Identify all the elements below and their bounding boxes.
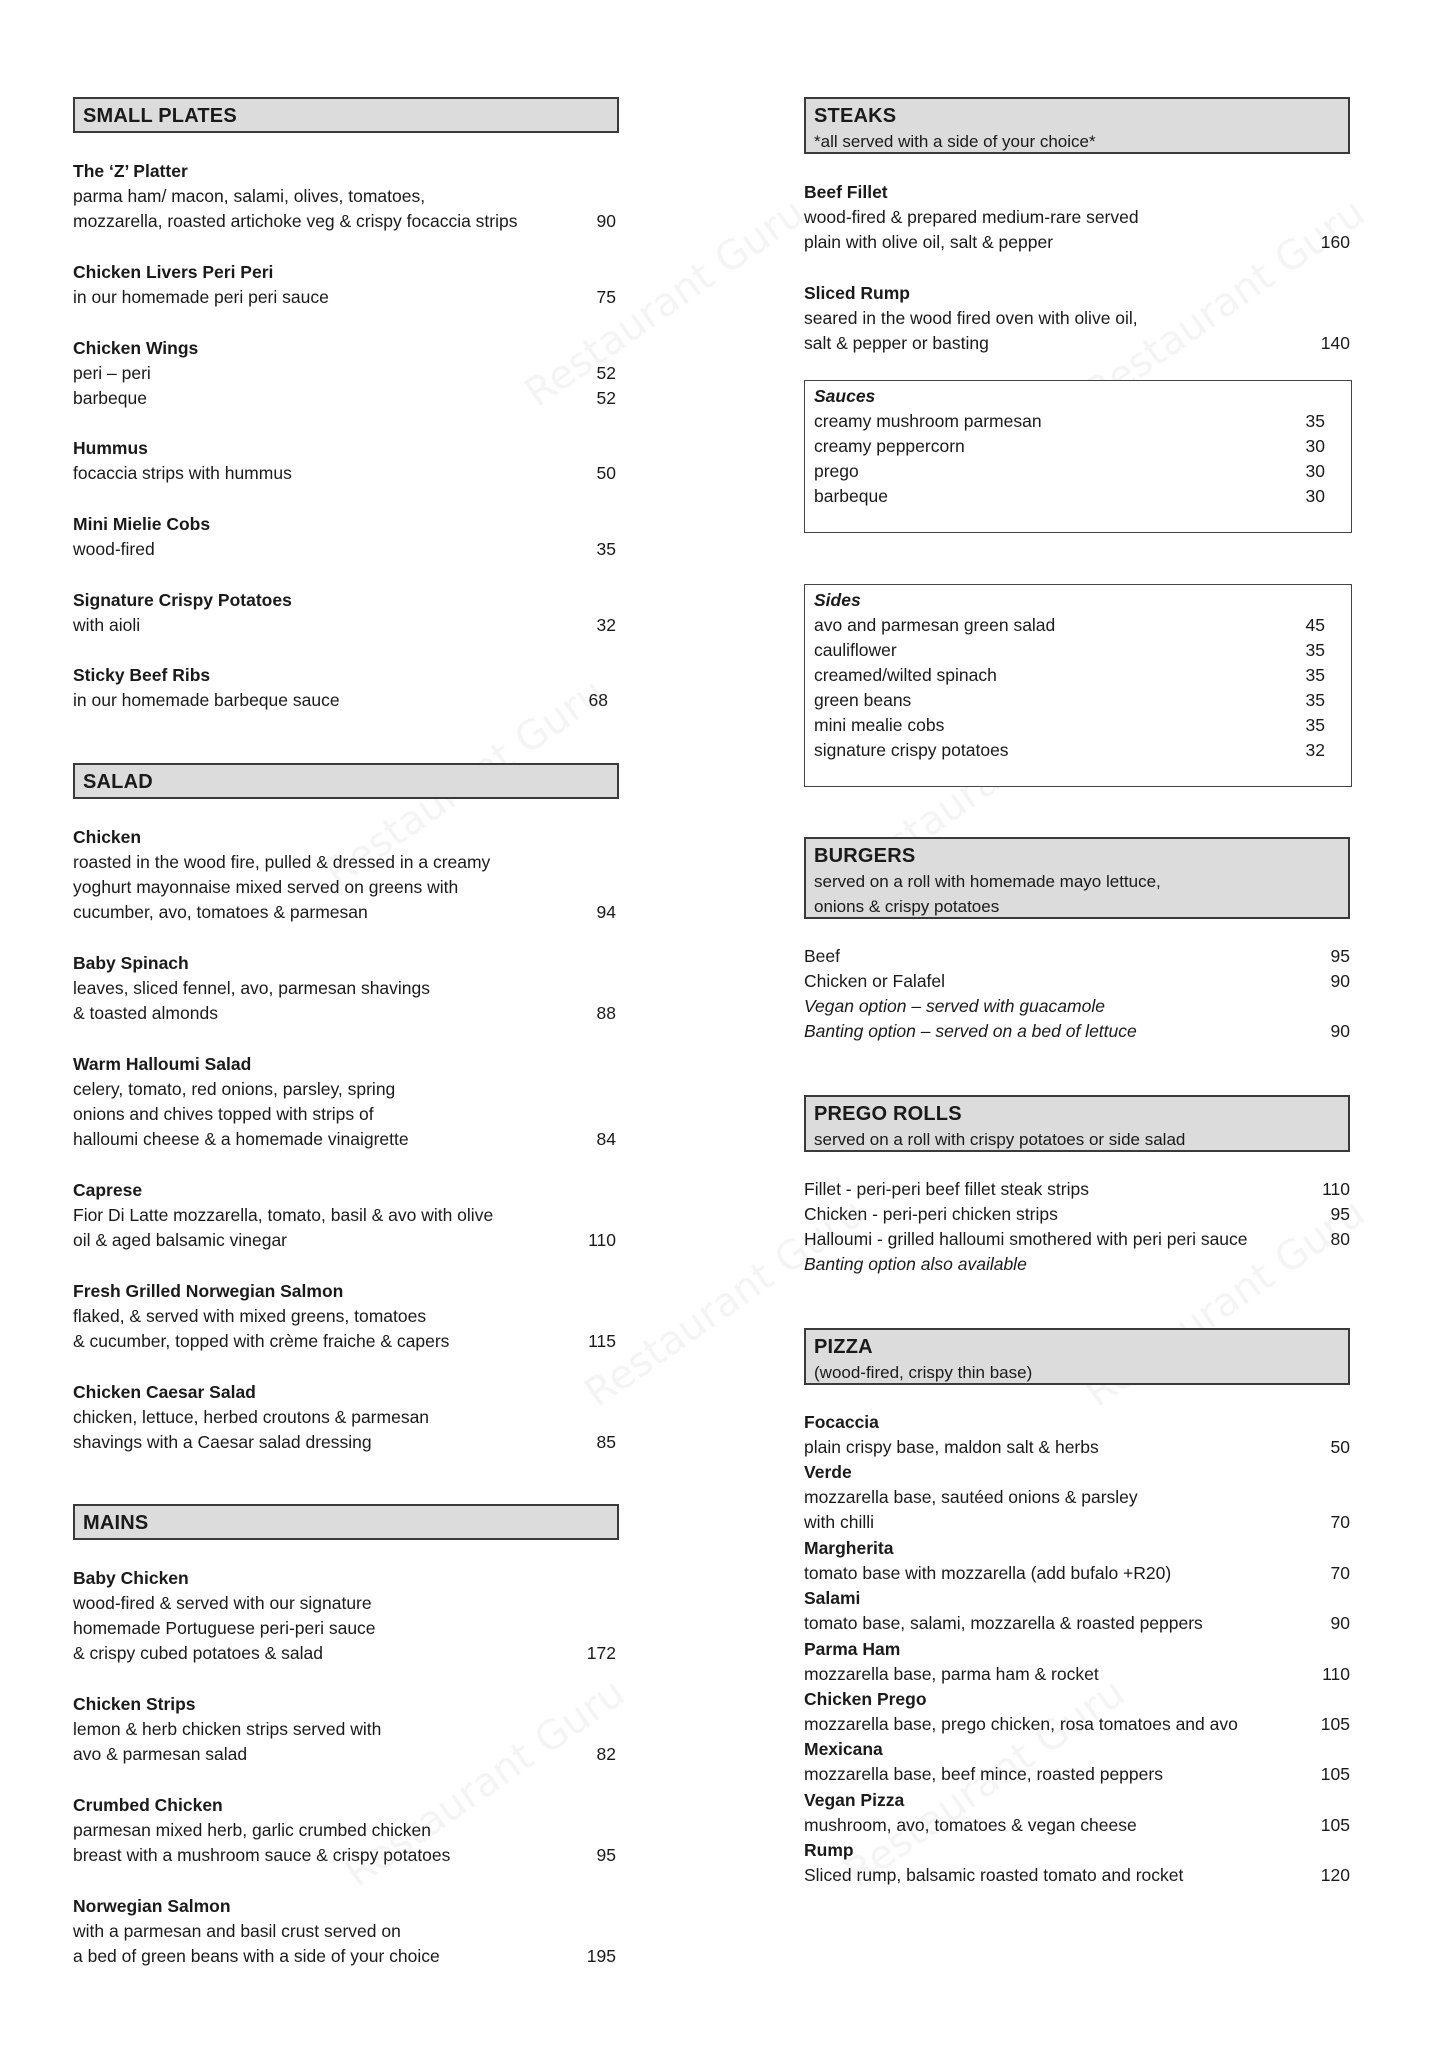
- menu-item-desc: parma ham/ macon, salami, olives, tomatoes,: [73, 186, 426, 206]
- section-title: PIZZA: [814, 1336, 873, 1358]
- section-header-mains: [73, 1504, 619, 1540]
- menu-item-price: 85: [596, 1432, 616, 1452]
- prego-price: 110: [1322, 1179, 1350, 1199]
- menu-item-name: Warm Halloumi Salad: [73, 1054, 252, 1074]
- menu-item-desc: seared in the wood fired oven with olive oil,: [804, 308, 1138, 328]
- section-header-pizza: [804, 1328, 1350, 1385]
- side-item: signature crispy potatoes: [814, 740, 1009, 760]
- prego-price: 95: [1330, 1204, 1350, 1224]
- menu-item-desc: barbeque: [73, 388, 147, 408]
- menu-item-price: 68: [588, 690, 608, 710]
- burger-line: Banting option – served on a bed of lettuce: [804, 1021, 1137, 1041]
- menu-item-name: Margherita: [804, 1538, 894, 1558]
- menu-item-price: 90: [596, 211, 616, 231]
- menu-item-name: Fresh Grilled Norwegian Salmon: [73, 1281, 344, 1301]
- menu-item-desc: in our homemade barbeque sauce: [73, 690, 340, 710]
- menu-item-name: Baby Spinach: [73, 953, 189, 973]
- menu-item-name: Baby Chicken: [73, 1568, 189, 1588]
- sauce-item: prego: [814, 461, 859, 481]
- sauce-price: 30: [1305, 461, 1325, 481]
- menu-item-price: 110: [588, 1230, 616, 1250]
- sides-box: [804, 584, 1352, 787]
- menu-item-name: Mexicana: [804, 1739, 883, 1759]
- menu-item-name: Chicken Livers Peri Peri: [73, 262, 274, 282]
- menu-item-desc: flaked, & served with mixed greens, tomatoes: [73, 1306, 427, 1326]
- menu-item-name: Hummus: [73, 438, 148, 458]
- sauces-box: [804, 380, 1352, 533]
- menu-item-desc: plain crispy base, maldon salt & herbs: [804, 1437, 1099, 1457]
- menu-item-price: 50: [596, 463, 616, 483]
- menu-item-name: Verde: [804, 1462, 852, 1482]
- menu-item-desc: tomato base, salami, mozzarella & roasted peppers: [804, 1613, 1203, 1633]
- sauce-item: creamy peppercorn: [814, 436, 965, 456]
- prego-line: Chicken - peri-peri chicken strips: [804, 1204, 1058, 1224]
- side-item: cauliflower: [814, 640, 897, 660]
- menu-item-price: 52: [596, 363, 616, 383]
- menu-item-desc: celery, tomato, red onions, parsley, spring: [73, 1079, 396, 1099]
- menu-item-desc: leaves, sliced fennel, avo, parmesan shavings: [73, 978, 431, 998]
- menu-item-price: 70: [1330, 1512, 1350, 1532]
- menu-item-desc: onions and chives topped with strips of: [73, 1104, 374, 1124]
- section-subtitle: *all served with a side of your choice*: [814, 132, 1096, 151]
- burger-price: 90: [1330, 1021, 1350, 1041]
- menu-item-desc: breast with a mushroom sauce & crispy potatoes: [73, 1845, 451, 1865]
- menu-item-price: 82: [596, 1744, 616, 1764]
- menu-item-desc: with a parmesan and basil crust served on: [73, 1921, 401, 1941]
- section-title: BURGERS: [814, 845, 916, 867]
- menu-item-desc: halloumi cheese & a homemade vinaigrette: [73, 1129, 409, 1149]
- menu-item-price: 172: [586, 1643, 616, 1663]
- section-title: MAINS: [83, 1512, 149, 1534]
- menu-item-desc: Sliced rump, balsamic roasted tomato and rocket: [804, 1865, 1184, 1885]
- section-title: STEAKS: [814, 105, 897, 127]
- prego-line: Fillet - peri-peri beef fillet steak strips: [804, 1179, 1089, 1199]
- menu-item-desc: mozzarella base, parma ham & rocket: [804, 1664, 1099, 1684]
- menu-item-name: Chicken Prego: [804, 1689, 927, 1709]
- menu-item-price: 88: [596, 1003, 616, 1023]
- menu-item-name: Chicken Strips: [73, 1694, 196, 1714]
- menu-item-desc: in our homemade peri peri sauce: [73, 287, 329, 307]
- menu-item-name: The ‘Z’ Platter: [73, 161, 188, 181]
- side-price: 35: [1305, 640, 1325, 660]
- menu-item-price: 110: [1322, 1664, 1350, 1684]
- section-header-prego-rolls: [804, 1095, 1350, 1152]
- section-title: SMALL PLATES: [83, 105, 237, 127]
- side-price: 35: [1305, 690, 1325, 710]
- menu-item-price: 35: [596, 539, 616, 559]
- menu-item-desc: with chilli: [804, 1512, 875, 1532]
- prego-price: 80: [1330, 1229, 1350, 1249]
- section-header-salad: [73, 763, 619, 799]
- section-header-burgers: [804, 837, 1350, 919]
- side-price: 45: [1305, 615, 1325, 635]
- side-item: green beans: [814, 690, 912, 710]
- menu-item-price: 94: [596, 902, 616, 922]
- menu-item-desc: mozzarella base, sautéed onions & parsley: [804, 1487, 1138, 1507]
- menu-item-desc: shavings with a Caesar salad dressing: [73, 1432, 372, 1452]
- burger-price: 95: [1330, 946, 1350, 966]
- menu-item-desc: wood-fired & prepared medium-rare served: [804, 207, 1139, 227]
- menu-item-name: Chicken Caesar Salad: [73, 1382, 256, 1402]
- menu-item-price: 90: [1330, 1613, 1350, 1633]
- menu-item-name: Crumbed Chicken: [73, 1795, 223, 1815]
- menu-item-name: Parma Ham: [804, 1639, 901, 1659]
- menu-item-desc: avo & parmesan salad: [73, 1744, 248, 1764]
- menu-item-price: 120: [1320, 1865, 1350, 1885]
- menu-item-price: 160: [1320, 232, 1350, 252]
- menu-item-price: 52: [596, 388, 616, 408]
- menu-item-desc: lemon & herb chicken strips served with: [73, 1719, 382, 1739]
- menu-item-desc: chicken, lettuce, herbed croutons & parmesan: [73, 1407, 430, 1427]
- menu-item-price: 70: [1330, 1563, 1350, 1583]
- menu-item-price: 105: [1320, 1714, 1350, 1734]
- menu-item-name: Norwegian Salmon: [73, 1896, 231, 1916]
- menu-item-price: 105: [1320, 1815, 1350, 1835]
- menu-item-name: Focaccia: [804, 1412, 879, 1432]
- menu-item-desc: yoghurt mayonnaise mixed served on greens with: [73, 877, 459, 897]
- sauce-item: barbeque: [814, 486, 888, 506]
- burger-line: Vegan option – served with guacamole: [804, 996, 1105, 1016]
- side-price: 32: [1305, 740, 1325, 760]
- menu-item-name: Signature Crispy Potatoes: [73, 590, 292, 610]
- sauce-price: 30: [1305, 436, 1325, 456]
- menu-item-desc: peri – peri: [73, 363, 151, 383]
- menu-item-desc: with aioli: [73, 615, 141, 635]
- menu-item-name: Salami: [804, 1588, 861, 1608]
- menu-item-desc: mushroom, avo, tomatoes & vegan cheese: [804, 1815, 1137, 1835]
- menu-item-name: Rump: [804, 1840, 854, 1860]
- section-subtitle: served on a roll with crispy potatoes or side salad: [814, 1130, 1186, 1149]
- menu-item-desc: & cucumber, topped with crème fraiche & capers: [73, 1331, 450, 1351]
- menu-item-desc: parmesan mixed herb, garlic crumbed chicken: [73, 1820, 431, 1840]
- menu-item-desc: cucumber, avo, tomatoes & parmesan: [73, 902, 368, 922]
- section-title: PREGO ROLLS: [814, 1103, 962, 1125]
- side-price: 35: [1305, 715, 1325, 735]
- burger-line: Chicken or Falafel: [804, 971, 946, 991]
- menu-item-desc: & toasted almonds: [73, 1003, 218, 1023]
- menu-item-desc: oil & aged balsamic vinegar: [73, 1230, 288, 1250]
- menu-item-name: Mini Mielie Cobs: [73, 514, 211, 534]
- menu-item-desc: wood-fired & served with our signature: [73, 1593, 372, 1613]
- burger-price: 90: [1330, 971, 1350, 991]
- menu-item-desc: mozzarella base, prego chicken, rosa tomatoes and avo: [804, 1714, 1238, 1734]
- menu-item-desc: plain with olive oil, salt & pepper: [804, 232, 1054, 252]
- menu-item-price: 195: [586, 1946, 616, 1966]
- side-item: avo and parmesan green salad: [814, 615, 1056, 635]
- menu-item-desc: a bed of green beans with a side of your choice: [73, 1946, 440, 1966]
- section-header-small-plates: [73, 97, 619, 133]
- menu-item-name: Chicken Wings: [73, 338, 199, 358]
- section-title: SALAD: [83, 771, 153, 793]
- sauce-price: 30: [1305, 486, 1325, 506]
- menu-item-price: 32: [596, 615, 616, 635]
- menu-item-desc: mozzarella base, beef mince, roasted peppers: [804, 1764, 1163, 1784]
- menu-item-price: 84: [596, 1129, 616, 1149]
- box-title: Sides: [814, 590, 861, 610]
- section-subtitle: served on a roll with homemade mayo lettuce,: [814, 872, 1161, 891]
- menu-item-name: Caprese: [73, 1180, 143, 1200]
- menu-item-price: 75: [596, 287, 616, 307]
- side-item: creamed/wilted spinach: [814, 665, 997, 685]
- side-price: 35: [1305, 665, 1325, 685]
- prego-line: Banting option also available: [804, 1254, 1027, 1274]
- menu-item-desc: homemade Portuguese peri-peri sauce: [73, 1618, 376, 1638]
- menu-item-desc: & crispy cubed potatoes & salad: [73, 1643, 324, 1663]
- menu-item-desc: focaccia strips with hummus: [73, 463, 292, 483]
- menu-item-price: 140: [1320, 333, 1350, 353]
- menu-item-price: 105: [1320, 1764, 1350, 1784]
- section-subtitle: (wood-fired, crispy thin base): [814, 1363, 1033, 1382]
- menu-item-name: Beef Fillet: [804, 182, 888, 202]
- sauce-price: 35: [1305, 411, 1325, 431]
- menu-item-name: Sticky Beef Ribs: [73, 665, 211, 685]
- section-header-steaks: [804, 97, 1350, 154]
- menu-item-name: Chicken: [73, 827, 142, 847]
- prego-line: Halloumi - grilled halloumi smothered with peri peri sauce: [804, 1229, 1248, 1249]
- menu-item-desc: roasted in the wood fire, pulled & dressed in a creamy: [73, 852, 491, 872]
- menu-item-price: 115: [588, 1331, 616, 1351]
- box-title: Sauces: [814, 386, 876, 406]
- menu-item-price: 95: [596, 1845, 616, 1865]
- menu-item-desc: wood-fired: [73, 539, 155, 559]
- menu-item-desc: salt & pepper or basting: [804, 333, 989, 353]
- menu-item-desc: mozzarella, roasted artichoke veg & crispy focaccia strips: [73, 211, 518, 231]
- sauce-item: creamy mushroom parmesan: [814, 411, 1042, 431]
- menu-item-desc: Fior Di Latte mozzarella, tomato, basil & avo with olive: [73, 1205, 494, 1225]
- burger-line: Beef: [804, 946, 840, 966]
- menu-item-name: Vegan Pizza: [804, 1790, 905, 1810]
- section-subtitle: onions & crispy potatoes: [814, 897, 1000, 916]
- menu-item-desc: tomato base with mozzarella (add bufalo +R20): [804, 1563, 1172, 1583]
- side-item: mini mealie cobs: [814, 715, 945, 735]
- menu-item-name: Sliced Rump: [804, 283, 910, 303]
- menu-item-price: 50: [1330, 1437, 1350, 1457]
